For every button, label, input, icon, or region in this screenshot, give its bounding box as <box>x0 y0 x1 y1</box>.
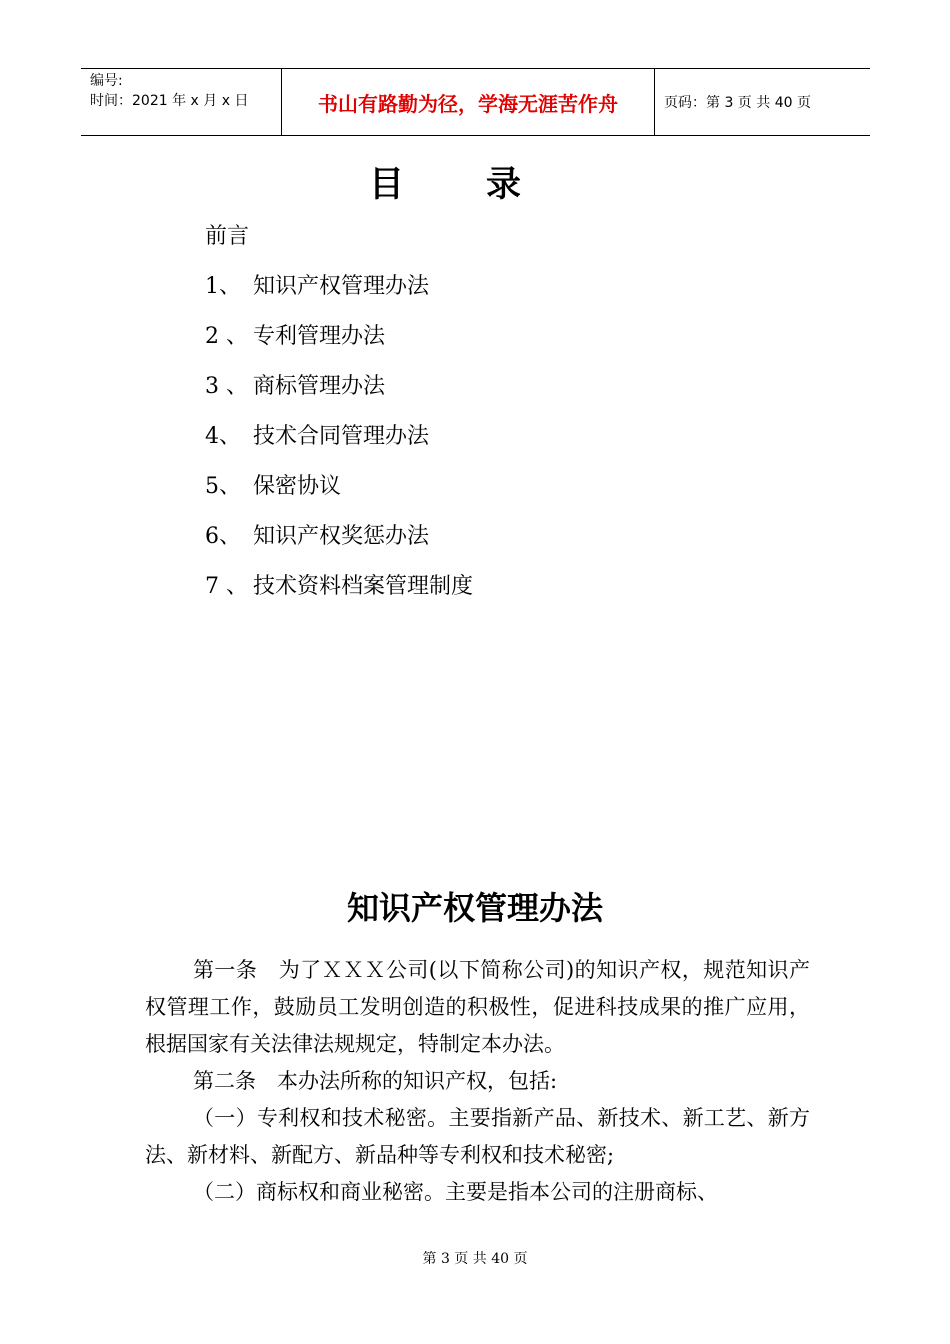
toc-title: 目录 <box>368 165 603 205</box>
toc-item-label: 前言 <box>205 224 250 249</box>
page-info-text: 页码：第 3 页 共 40 页 <box>664 95 811 111</box>
toc-item[interactable] <box>205 565 473 615</box>
toc-item-number: 3 、 <box>205 374 248 399</box>
toc-list <box>205 215 473 615</box>
header-meta <box>81 69 282 135</box>
toc-item-label: 知识产权管理办法 <box>253 274 430 299</box>
toc-item-number: 6、 <box>205 524 241 549</box>
toc-item[interactable] <box>205 415 473 465</box>
toc-item-label: 专利管理办法 <box>253 324 386 349</box>
toc-item-label: 技术合同管理办法 <box>253 424 430 449</box>
toc-item-label: 商标管理办法 <box>253 374 386 399</box>
toc-item[interactable] <box>205 215 473 265</box>
toc-item[interactable] <box>205 315 473 365</box>
doc-number-label: 编号: <box>90 73 123 89</box>
toc-item-label: 技术资料档案管理制度 <box>253 574 474 599</box>
toc-item-label: 知识产权奖惩办法 <box>253 524 430 549</box>
article-paragraph: （二）商标权和商业秘密。主要是指本公司的注册商标、 <box>193 1180 718 1204</box>
header-page-info <box>655 69 870 135</box>
toc-item-label: 保密协议 <box>253 474 342 499</box>
header-motto <box>282 69 655 135</box>
section-title: 知识产权管理办法 <box>346 889 603 927</box>
toc-item-number: 7 、 <box>205 574 248 599</box>
section-body <box>145 952 810 1211</box>
motto-text: 书山有路勤为径，学海无涯苦作舟 <box>318 91 618 116</box>
toc-item[interactable] <box>205 515 473 565</box>
article-paragraph: 第一条 为了ＸＸＸ公司(以下简称公司)的知识产权，规范知识产权管理工作，鼓励员工发明创造的积极性，促进科技成果的推广应用，根据国家有关法律法规规定，特制定本办法。 <box>145 958 810 1056</box>
toc-item-number: 5、 <box>205 474 241 499</box>
page-header <box>81 68 870 136</box>
toc-item[interactable] <box>205 465 473 515</box>
article-paragraph: （一）专利权和技术秘密。主要指新产品、新技术、新工艺、新方法、新材料、新配方、新品种等专利权和技术秘密; <box>145 1106 810 1167</box>
toc-item-number: 4、 <box>205 424 241 449</box>
toc-item-number: 2 、 <box>205 324 248 349</box>
page-footer: 第 3 页 共 40 页 <box>422 1251 528 1267</box>
article-paragraph: 第二条 本办法所称的知识产权，包括: <box>193 1069 558 1093</box>
toc-item[interactable] <box>205 265 473 315</box>
doc-time-label: 时间：2021 年 x 月 x 日 <box>90 93 249 109</box>
toc-item[interactable] <box>205 365 473 415</box>
toc-item-number: 1、 <box>205 274 241 299</box>
